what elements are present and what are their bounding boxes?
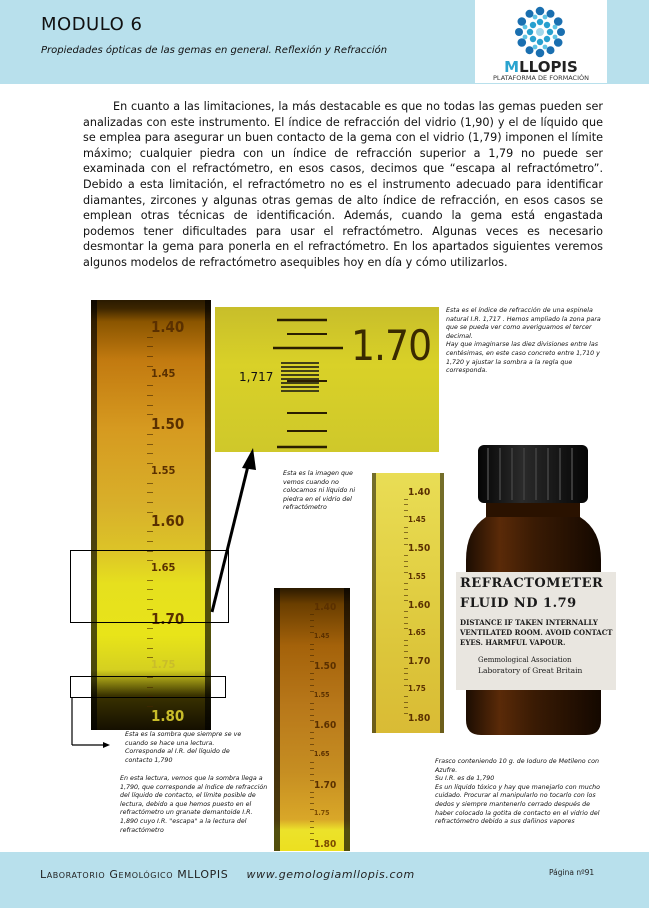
scale-tick-label: 1.50 (314, 661, 337, 673)
scale-tick-label: 1.55 (314, 690, 330, 699)
scale-tick-label: 1.50 (151, 415, 185, 434)
scale-tick-label: 1.80 (151, 706, 185, 725)
scale-tick-label: 1.70 (408, 656, 431, 668)
scale-minor-tick (310, 649, 314, 650)
scale-tick-label: 1.50 (408, 543, 431, 555)
reading-refractometer-scale (274, 588, 350, 851)
scale-minor-tick (404, 623, 408, 624)
scale-tick-label: 1.70 (151, 609, 185, 628)
scale-minor-tick (404, 561, 408, 562)
bottle-label: REFRACTOMETER FLUID ND 1.79 DISTANCE IF TAKEN INTERNALLY VENTILATED ROOM. AVOID CONTACT EYES. HARMFUL VAPOUR. Gemmological Association Laboratory of Great Britain (460, 576, 613, 675)
footer-page-number: Página nº91 (549, 868, 595, 877)
main-scale-highlight-box (70, 550, 229, 623)
scale-tick-label: 1.45 (151, 366, 176, 380)
refractometer-fluid-bottle (456, 440, 616, 740)
scale-minor-tick (310, 821, 314, 822)
scale-minor-tick (310, 833, 314, 834)
scale-minor-tick (310, 703, 314, 704)
footer-lab-and-url (40, 868, 415, 881)
scale-tick-label: 1.40 (314, 602, 337, 613)
scale-minor-tick (310, 644, 314, 645)
scale-tick-label: 1.70 (314, 779, 337, 791)
scale-minor-tick (404, 538, 408, 539)
scale-minor-tick (404, 707, 408, 708)
empty-refractometer-scale (372, 473, 444, 733)
scale-minor-tick (404, 589, 408, 590)
scale-minor-tick (310, 774, 314, 775)
scale-minor-tick (404, 668, 408, 669)
scale-tick-label: 1.40 (151, 318, 185, 336)
scale-tick-label: 1.75 (314, 809, 330, 818)
page-footer (0, 852, 649, 908)
scale-tick-label: 1.55 (408, 571, 426, 581)
footer-lab-name: Laboratorio Gemológico MLLOPIS (40, 868, 229, 881)
body-paragraph: En cuanto a las limitaciones, la más destacable es que no todas las gemas pueden ser analizadas con este instrumento. El índice de refracción del vidrio (1,90) y el de líquido que se emplea para asegurar un buen contacto de la gema con el vidrio (1,79) imponen el límite máximo; cualquier piedra con un índice de refracción superior a 1,79 no puede ser examinada con el refractómetro, en esos casos, decimos que “escapa al refractómetro”. Debido a esta limitación, el refractómetro no es el instrumento adecuado para identificar diamantes, zircones y algunas otras gemas de alto índice de refracción, en esos casos se emplean otras técnicas de identificación. Además, cuando la gema está engastada podemos tener dificultades para usar el refractómetro. Algunas veces es necesario desmontar la gema para ponerla en el refractómetro. En los apartados siguientes veremos algunos modelos de refractómetro asequibles hoy en día y cómo utilizarlos. (83, 100, 603, 269)
footer-url[interactable]: www.gemologiamllopis.com (246, 868, 415, 881)
scale-minor-tick (404, 617, 408, 618)
scale-tick-label: 1.55 (151, 463, 176, 477)
scale-minor-tick (404, 595, 408, 596)
scale-minor-tick (310, 679, 314, 680)
scale-minor-tick (310, 673, 314, 674)
scale-minor-tick (404, 645, 408, 646)
reading-caption: En esta lectura, vemos que la sombra llega a 1,790, que corresponde al índice de refracción del líquido de contacto, el límite posible de lectura, debido a que hemos puesto en el refractómetro un granate demantoide I.R. 1,890 cuyo I.R. "escapa" a la lectura del refractómetro (120, 775, 268, 834)
scale-minor-tick (310, 685, 314, 686)
scale-tick-label: 1.60 (408, 599, 431, 611)
scale-minor-tick (310, 744, 314, 745)
bottle-caption: Frasco conteniendo 10 g. de Ioduro de Metileno con Azufre. Su I.R. es de 1,790 Es un líquido tóxico y hay que manejarlo con mucho cuidado. Procurar al manipularlo no tocarlo con los dedos y siempre mantenerlo cerrado después de haber colocado la gotita de contacto en el vidrio del refractómetro debido a sus dañinos vapores (435, 758, 601, 826)
scale-minor-tick (404, 583, 408, 584)
scale-minor-tick (310, 614, 314, 615)
scale-minor-tick (310, 768, 314, 769)
scale-minor-tick (404, 510, 408, 511)
scale-tick-label: 1.80 (314, 838, 337, 850)
scale-minor-tick (404, 611, 408, 612)
scale-tick-label: 1.60 (314, 720, 337, 732)
scale-minor-tick (310, 762, 314, 763)
module-subtitle: Propiedades ópticas de las gemas en general. Reflexión y Refracción (41, 45, 388, 56)
shadow-highlight-box (70, 676, 226, 698)
scale-minor-tick (404, 651, 408, 652)
scale-tick-label: 1.45 (314, 631, 330, 640)
scale-tick-label: 1.45 (408, 515, 426, 525)
scale-tick-label: 1.40 (408, 487, 431, 498)
scale-minor-tick (404, 532, 408, 533)
scale-tick-label: 1.65 (314, 750, 330, 758)
zoom-reading-label: 1,717 (239, 370, 274, 384)
shadow-caption: Esta es la sombra que siempre se ve cuando se hace una lectura. Corresponde al I.R. del líquido de contacto 1,790 (125, 731, 242, 764)
scale-tick-label: 1.80 (408, 712, 431, 724)
scale-minor-tick (310, 620, 314, 621)
scale-minor-tick (310, 803, 314, 804)
scale-minor-tick (404, 679, 408, 680)
scale-tick-label: 1.75 (408, 684, 426, 694)
scale-tick-label: 1.60 (151, 512, 185, 531)
zoom-scale-value: 1.70 (351, 321, 432, 370)
empty-scale-caption: Esta es la imagen que vemos cuando no colocamos ni líquido ni piedra en el vidrio del refractómetro (283, 470, 356, 512)
scale-minor-tick (404, 673, 408, 674)
scale-minor-tick (310, 715, 314, 716)
scale-minor-tick (404, 702, 408, 703)
module-title: MODULO 6 (41, 14, 143, 35)
logo-tagline: PLATAFORMA DE FORMACIÓN (493, 74, 589, 82)
scale-minor-tick (310, 792, 314, 793)
zoom-caption: Esta es el índice de refracción de una espinela natural I.R. 1,717 . Hemos ampliado la zona para que se pueda ver como averiguamos el tercer decimal. Hay que imaginarse las diez divisiones entre las centésimas, en este caso concreto entre 1,710 y 1,720 y ajustar la sombra a la regla que corresponda. (446, 307, 601, 375)
scale-tick-label: 1.65 (408, 628, 426, 637)
scale-minor-tick (404, 640, 408, 641)
scale-minor-tick (310, 732, 314, 733)
scale-minor-tick (310, 626, 314, 627)
scale-minor-tick (310, 655, 314, 656)
scale-minor-tick (404, 504, 408, 505)
scale-minor-tick (404, 499, 408, 500)
scale-minor-tick (404, 566, 408, 567)
scale-tick-label: 1.65 (151, 561, 176, 574)
scale-minor-tick (404, 696, 408, 697)
scale-minor-tick (310, 827, 314, 828)
scale-minor-tick (310, 797, 314, 798)
scale-tick-label: 1.75 (151, 658, 176, 672)
scale-minor-tick (404, 555, 408, 556)
logo-name: MLLOPIS (504, 58, 578, 76)
scale-minor-tick (310, 709, 314, 710)
scale-minor-tick (310, 738, 314, 739)
scale-minor-tick (404, 527, 408, 528)
